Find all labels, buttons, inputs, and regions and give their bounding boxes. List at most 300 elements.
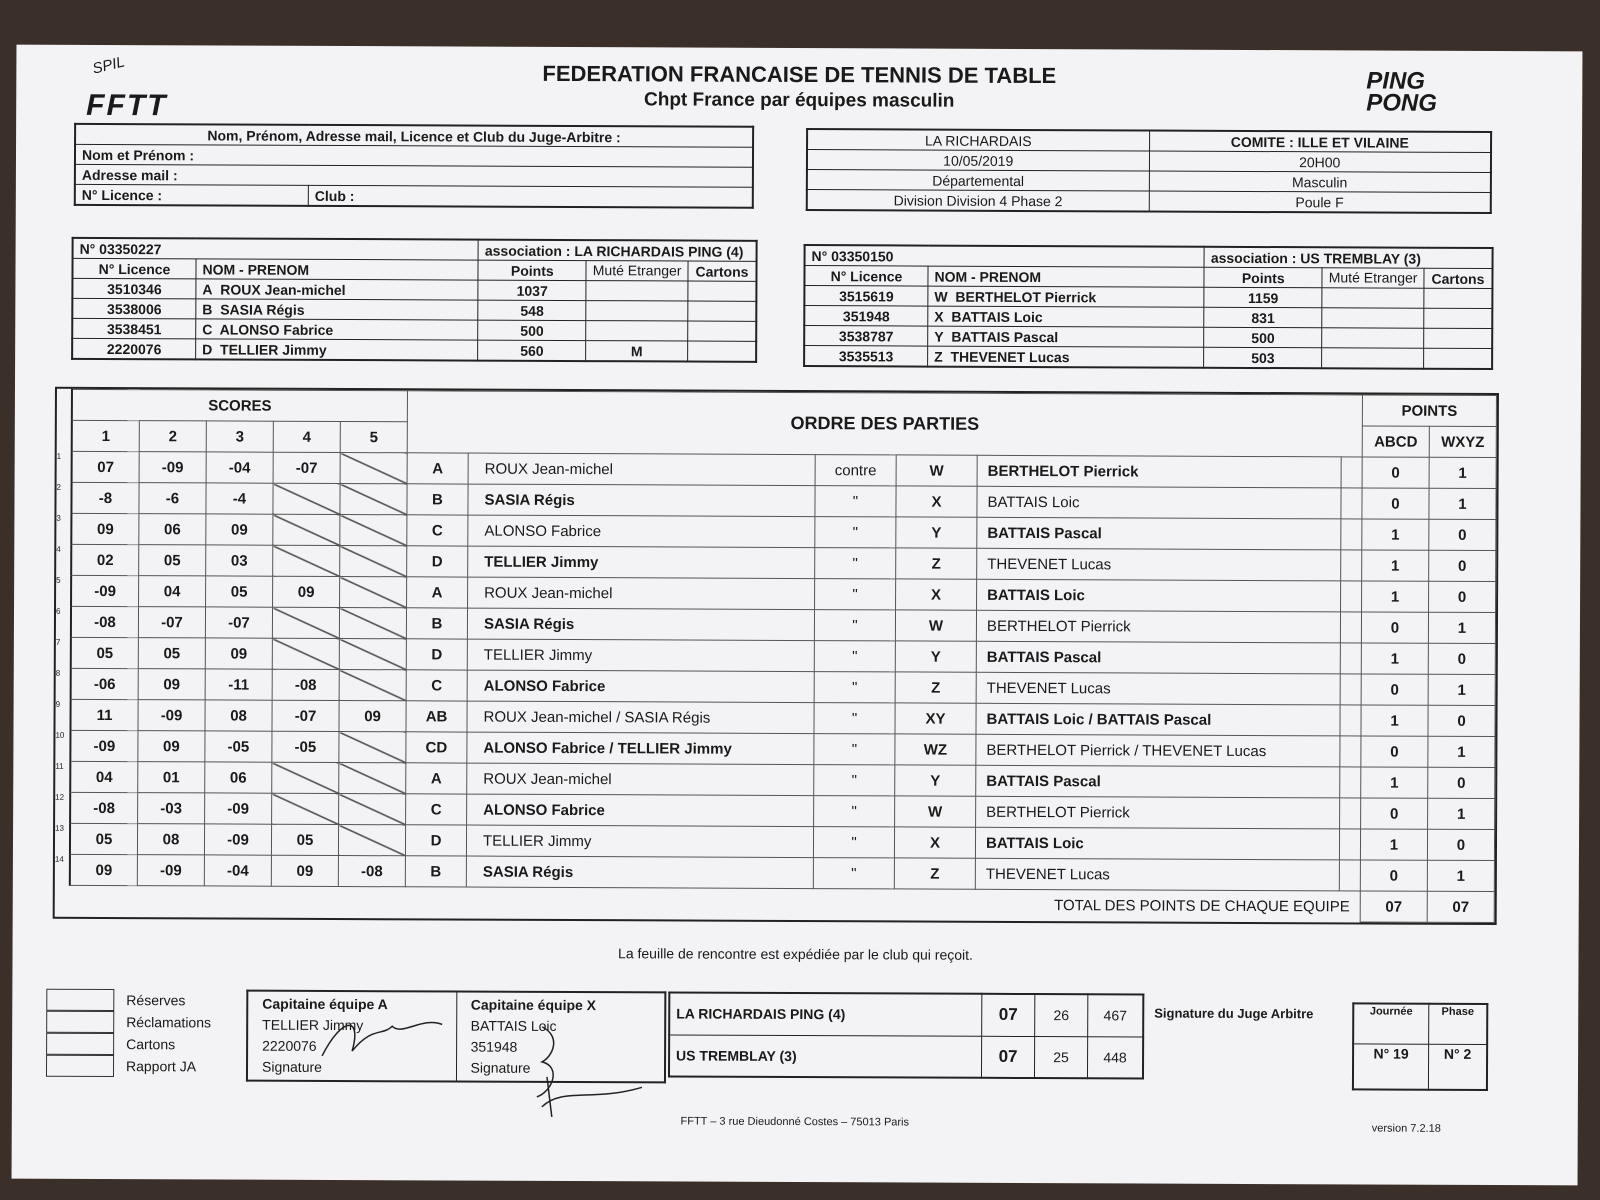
set-score: 09 — [206, 514, 273, 545]
team-a-number: N° 03350227 — [73, 238, 479, 260]
points-a: 0 — [1361, 612, 1428, 643]
check-box[interactable] — [46, 1011, 114, 1033]
match-number: 10 — [55, 730, 65, 740]
player-letter: W — [934, 288, 948, 305]
referee-licence-label: N° Licence : — [75, 184, 309, 206]
player-letter: A — [202, 280, 213, 297]
spacer — [1341, 581, 1362, 612]
players-x: BATTAIS Loic / BATTAIS Pascal — [976, 703, 1340, 736]
player-full-name: TELLIER Jimmy — [220, 340, 327, 358]
set-score: -08 — [338, 856, 405, 887]
player-full-name: BATTAIS Pascal — [951, 328, 1059, 345]
points-x: 1 — [1429, 457, 1496, 488]
players-a: ROUX Jean-michel / SASIA Régis — [467, 701, 814, 734]
set-score: -07 — [273, 452, 340, 483]
set-score: -09 — [204, 824, 271, 855]
points-a: 1 — [1361, 705, 1428, 736]
set-score — [339, 670, 406, 701]
set-score: 09 — [138, 731, 205, 762]
match-rows — [55, 451, 1496, 891]
set-score — [340, 515, 407, 546]
meeting-pool: Poule F — [1149, 191, 1491, 213]
spacer — [1340, 612, 1361, 643]
set-score — [338, 825, 405, 856]
players-a: ALONSO Fabrice / TELLIER Jimmy — [467, 732, 814, 765]
contre-mark: " — [815, 517, 896, 548]
set-header-2: 2 — [139, 421, 206, 452]
set-score — [273, 483, 340, 514]
player-name — [196, 279, 478, 300]
meeting-venue: LA RICHARDAIS — [807, 129, 1149, 151]
player-mute — [1322, 308, 1424, 328]
points-a: 1 — [1362, 550, 1429, 581]
player-cards — [1424, 308, 1493, 328]
meeting-committee: COMITE : ILLE ET VILAINE — [1149, 131, 1491, 153]
set-score: 09 — [70, 854, 138, 885]
letters-a: B — [405, 856, 466, 887]
letters-x: WZ — [895, 734, 976, 765]
set-score: 08 — [205, 700, 272, 731]
points-x: 1 — [1427, 860, 1494, 891]
check-label: Réserves — [126, 992, 186, 1009]
set-score — [272, 793, 339, 824]
set-score — [340, 577, 407, 608]
set-score — [340, 546, 407, 577]
player-licence: 3510346 — [72, 278, 196, 299]
letters-a: C — [407, 515, 468, 546]
set-score: -07 — [205, 607, 272, 638]
letters-a: A — [407, 453, 468, 484]
letters-x: W — [896, 455, 977, 486]
captain-x-label: Capitaine équipe X — [470, 996, 597, 1014]
set-score: -05 — [272, 731, 339, 762]
captain-a-signature-label: Signature — [261, 1058, 322, 1075]
spacer — [1341, 488, 1362, 519]
contre-mark: " — [815, 486, 896, 517]
check-label: Cartons — [126, 1036, 176, 1053]
results-box — [668, 991, 1144, 1079]
team-a-association: association : LA RICHARDAIS PING (4) — [478, 240, 756, 262]
player-points: 500 — [1204, 327, 1322, 348]
player-name — [196, 319, 478, 340]
set-score — [339, 732, 406, 763]
set-score: 06 — [139, 514, 206, 545]
result-a-score: 07 — [982, 994, 1035, 1036]
meeting-level: Départemental — [807, 170, 1149, 191]
federation-title: FEDERATION FRANCAISE DE TENNIS DE TABLE — [542, 60, 1057, 89]
letters-a: D — [406, 639, 467, 670]
set-score: -09 — [139, 452, 206, 483]
check-label: Réclamations — [126, 1014, 212, 1031]
player-mute — [1322, 288, 1424, 308]
spacer — [1339, 829, 1360, 860]
team-a-col-licence: N° Licence — [72, 258, 196, 279]
set-score: -07 — [138, 607, 205, 638]
players-x: THEVENET Lucas — [975, 858, 1339, 891]
team-x-association: association : US TREMBLAY (3) — [1204, 247, 1492, 269]
players-a: SASIA Régis — [467, 608, 814, 641]
match-number: 7 — [55, 637, 61, 647]
player-letter: Z — [934, 348, 943, 365]
team-a-col-points: Points — [478, 260, 586, 280]
set-score: 04 — [139, 576, 206, 607]
player-cards — [688, 281, 757, 301]
match-number: 6 — [55, 606, 61, 616]
set-score: -06 — [71, 668, 139, 699]
player-points: 831 — [1204, 307, 1322, 328]
player-letter: D — [202, 340, 213, 357]
set-score: -09 — [71, 575, 139, 606]
result-a-sets: 26 — [1035, 994, 1088, 1036]
version-label: version 7.2.18 — [1371, 1122, 1441, 1135]
check-box[interactable] — [46, 989, 114, 1011]
contre-mark: " — [813, 858, 894, 889]
points-x: 1 — [1428, 736, 1495, 767]
player-mute — [586, 301, 688, 321]
player-points: 500 — [478, 320, 586, 340]
points-x: 0 — [1429, 581, 1496, 612]
meeting-category: Masculin — [1149, 171, 1491, 192]
set-score: -08 — [272, 669, 339, 700]
handwritten-spil: SPIL — [90, 53, 127, 78]
points-x: 0 — [1428, 705, 1495, 736]
player-mute: M — [586, 341, 688, 362]
result-x-team: US TREMBLAY (3) — [669, 1034, 982, 1077]
set-score: 09 — [138, 669, 205, 700]
match-number: 3 — [56, 513, 61, 523]
player-points: 548 — [478, 300, 586, 320]
player-name — [196, 299, 478, 320]
player-name — [928, 306, 1204, 327]
team-x-player-row — [804, 346, 1492, 370]
set-score: -03 — [138, 793, 205, 824]
players-a: ROUX Jean-michel — [468, 453, 815, 486]
set-score: 05 — [271, 824, 338, 855]
letters-x: Z — [896, 548, 977, 579]
player-cards — [1424, 348, 1493, 369]
set-score: 11 — [70, 699, 138, 730]
player-name — [196, 339, 478, 361]
player-mute — [1322, 348, 1424, 369]
journee-label: Journée — [1353, 1003, 1429, 1043]
player-full-name: SASIA Régis — [220, 300, 305, 318]
set-score — [273, 545, 340, 576]
set-score: -04 — [206, 452, 273, 483]
spacer — [1341, 519, 1362, 550]
set-score: -09 — [138, 700, 205, 731]
set-score: -11 — [205, 669, 272, 700]
match-number: 9 — [55, 699, 61, 709]
set-score: 09 — [71, 513, 139, 544]
points-x: 0 — [1427, 829, 1494, 860]
check-reclamations[interactable] — [46, 1011, 211, 1034]
team-x-col-cards: Cartons — [1424, 268, 1493, 288]
player-cards — [688, 301, 757, 321]
player-cards — [1424, 328, 1493, 348]
points-a: 0 — [1360, 860, 1427, 891]
set-score: -07 — [272, 700, 339, 731]
referee-email-label: Adresse mail : — [75, 164, 753, 187]
pong-logo-line: PONG — [1366, 89, 1437, 117]
check-reserves[interactable] — [46, 989, 211, 1012]
set-score: 09 — [339, 701, 406, 732]
set-score — [340, 484, 407, 515]
player-licence: 2220076 — [72, 338, 196, 359]
letters-a: B — [406, 608, 467, 639]
players-a: ROUX Jean-michel — [468, 577, 815, 610]
team-x-col-name: NOM - PRENOM — [928, 266, 1204, 287]
player-mute — [586, 321, 688, 341]
contre-mark: " — [815, 579, 896, 610]
player-licence: 3538451 — [72, 318, 196, 339]
team-x-roster — [803, 244, 1494, 370]
players-x: BATTAIS Loic — [975, 827, 1339, 860]
scores-header: SCORES — [72, 389, 408, 421]
set-score — [272, 762, 339, 793]
captain-x-signature-label: Signature — [470, 1059, 531, 1076]
team-x-col-mute: Muté Etranger — [1322, 268, 1424, 288]
set-score — [339, 639, 406, 670]
notice-text: La feuille de rencontre est expédiée par le club qui reçoit. — [618, 945, 973, 963]
letters-x: XY — [895, 703, 976, 734]
letters-x: Y — [895, 765, 976, 796]
player-letter: C — [202, 320, 213, 337]
abcd-header: ABCD — [1362, 426, 1429, 457]
check-box[interactable] — [46, 1055, 114, 1077]
set-score: -09 — [70, 730, 138, 761]
contre-mark: contre — [815, 455, 896, 486]
check-cartons[interactable] — [46, 1033, 211, 1056]
player-full-name: BERTHELOT Pierrick — [955, 288, 1097, 305]
spacer — [1341, 457, 1362, 488]
total-x: 07 — [1427, 891, 1494, 922]
points-a: 1 — [1360, 829, 1427, 860]
players-a: TELLIER Jimmy — [467, 639, 814, 672]
check-rapport-ja[interactable] — [46, 1055, 211, 1078]
set-score: -09 — [137, 855, 204, 886]
player-letter: Y — [934, 328, 944, 345]
players-x: BERTHELOT Pierrick — [977, 455, 1341, 488]
set-score: 01 — [138, 762, 205, 793]
player-points: 503 — [1204, 347, 1322, 368]
points-x: 0 — [1429, 550, 1496, 581]
player-licence: 351948 — [804, 306, 928, 327]
check-box[interactable] — [46, 1033, 114, 1055]
wxyz-header: WXYZ — [1429, 426, 1496, 457]
set-score: -08 — [70, 792, 138, 823]
captain-a-name: TELLIER Jimmy — [262, 1016, 364, 1034]
total-a: 07 — [1360, 891, 1427, 922]
set-score: 09 — [273, 576, 340, 607]
set-score: 05 — [138, 638, 205, 669]
set-score: 05 — [139, 545, 206, 576]
meeting-info — [806, 128, 1492, 214]
set-score: 05 — [70, 823, 138, 854]
spacer — [1339, 860, 1360, 891]
players-x: THEVENET Lucas — [976, 672, 1340, 705]
match-number: 8 — [55, 668, 61, 678]
player-name — [928, 346, 1204, 368]
set-header-1: 1 — [72, 420, 140, 451]
check-label: Rapport JA — [125, 1058, 197, 1075]
team-x-col-licence: N° Licence — [804, 266, 928, 287]
player-mute — [1322, 328, 1424, 348]
journee-value: N° 19 — [1353, 1043, 1429, 1089]
set-header-4: 4 — [273, 421, 340, 452]
player-full-name: THEVENET Lucas — [950, 348, 1070, 365]
player-licence: 3515619 — [804, 286, 928, 307]
fftt-logo: FFTT — [86, 88, 168, 123]
day-phase-box — [1352, 1002, 1488, 1091]
players-a: TELLIER Jimmy — [466, 825, 813, 858]
letters-a: C — [406, 794, 467, 825]
contre-mark: " — [813, 827, 894, 858]
letters-x: Y — [895, 641, 976, 672]
set-score: -8 — [71, 482, 139, 513]
player-letter: B — [202, 300, 213, 317]
set-score — [273, 514, 340, 545]
referee-name-label: Nom et Prénom : — [75, 144, 753, 167]
spacer — [1340, 643, 1361, 674]
set-score — [272, 607, 339, 638]
phase-label: Phase — [1429, 1004, 1488, 1044]
letters-x: W — [895, 610, 976, 641]
set-score: 03 — [206, 545, 273, 576]
points-x: 1 — [1428, 612, 1495, 643]
points-a: 0 — [1361, 736, 1428, 767]
team-a-col-name: NOM - PRENOM — [196, 259, 478, 280]
contre-mark: " — [814, 610, 895, 641]
letters-x: X — [896, 579, 977, 610]
match-number: 5 — [56, 575, 61, 585]
letters-x: Z — [894, 858, 975, 889]
letters-x: X — [894, 827, 975, 858]
meeting-time: 20H00 — [1149, 151, 1491, 172]
score-sheet — [12, 45, 1583, 1186]
result-x-score: 07 — [981, 1036, 1034, 1078]
points-a: 1 — [1362, 581, 1429, 612]
set-score — [339, 763, 406, 794]
set-score — [272, 638, 339, 669]
letters-a: D — [407, 546, 468, 577]
letters-a: A — [406, 763, 467, 794]
set-score: -04 — [204, 855, 271, 886]
match-number: 12 — [55, 792, 65, 802]
letters-a: D — [405, 825, 466, 856]
players-a: ALONSO Fabrice — [467, 670, 814, 703]
matches-grid — [53, 387, 1499, 925]
set-score: -4 — [206, 483, 273, 514]
players-x: BATTAIS Loic — [977, 486, 1341, 519]
match-number: 11 — [55, 761, 64, 771]
players-x: BATTAIS Loic — [977, 579, 1341, 612]
letters-a: B — [407, 484, 468, 515]
points-a: 0 — [1361, 798, 1428, 829]
captain-a-licence: 2220076 — [262, 1037, 317, 1054]
players-a: ALONSO Fabrice — [467, 794, 814, 827]
player-letter: X — [934, 308, 944, 325]
points-a: 1 — [1361, 643, 1428, 674]
set-score: 08 — [137, 824, 204, 855]
contre-mark: " — [814, 703, 895, 734]
spacer — [1340, 736, 1361, 767]
players-a: SASIA Régis — [468, 484, 815, 517]
spacer — [1340, 798, 1361, 829]
contre-mark: " — [814, 796, 895, 827]
result-a-team: LA RICHARDAIS PING (4) — [669, 992, 982, 1035]
player-full-name: BATTAIS Loic — [951, 308, 1043, 325]
set-score: -6 — [139, 483, 206, 514]
federation-address: FFTT – 3 rue Dieudonné Costes – 75013 Paris — [680, 1115, 910, 1129]
contre-mark: " — [814, 765, 895, 796]
contre-mark: " — [815, 548, 896, 579]
phase-value: N° 2 — [1428, 1044, 1487, 1090]
contre-mark: " — [814, 641, 895, 672]
player-points: 560 — [478, 340, 586, 361]
set-score — [340, 453, 407, 484]
set-header-3: 3 — [206, 421, 273, 452]
letters-a: A — [407, 577, 468, 608]
captain-x-licence: 351948 — [470, 1038, 518, 1055]
spacer — [1340, 705, 1361, 736]
meeting-division: Division Division 4 Phase 2 — [807, 190, 1149, 212]
championship-subtitle: Chpt France par équipes masculin — [643, 89, 955, 112]
players-x: BATTAIS Pascal — [977, 517, 1341, 550]
points-header: POINTS — [1362, 395, 1496, 427]
players-x: BATTAIS Pascal — [976, 765, 1340, 798]
captain-a-signature — [312, 1006, 452, 1077]
set-header-5: 5 — [340, 422, 407, 453]
team-x-col-points: Points — [1204, 267, 1322, 288]
match-number: 13 — [55, 823, 64, 833]
letters-a: AB — [406, 701, 467, 732]
total-label: TOTAL DES POINTS DE CHAQUE EQUIPE — [70, 885, 1361, 922]
players-a: ROUX Jean-michel — [467, 763, 814, 796]
player-full-name: ROUX Jean-michel — [220, 280, 346, 298]
match-number: 14 — [54, 854, 64, 864]
players-x: THEVENET Lucas — [977, 548, 1341, 581]
spacer — [1340, 767, 1361, 798]
ping-logo-line: PING — [1366, 67, 1426, 95]
points-a: 1 — [1362, 519, 1429, 550]
players-x: BERTHELOT Pierrick / THEVENET Lucas — [976, 734, 1340, 767]
points-x: 0 — [1428, 643, 1495, 674]
spacer — [1341, 550, 1362, 581]
footer-checks — [46, 989, 211, 1078]
player-name — [928, 286, 1204, 307]
team-x-number: N° 03350150 — [805, 245, 1205, 267]
points-a: 0 — [1361, 674, 1428, 705]
players-a: ALONSO Fabrice — [468, 515, 815, 548]
match-number: 1 — [56, 451, 62, 461]
points-x: 0 — [1428, 767, 1495, 798]
matches-table — [55, 389, 1497, 923]
set-score: 07 — [72, 451, 140, 482]
player-licence: 3535513 — [804, 346, 928, 367]
letters-x: W — [895, 796, 976, 827]
meeting-date: 10/05/2019 — [807, 150, 1149, 171]
player-cards — [688, 341, 757, 362]
set-score: 09 — [205, 638, 272, 669]
points-x: 1 — [1429, 488, 1496, 519]
letters-x: X — [896, 486, 977, 517]
match-number: 4 — [56, 544, 61, 554]
result-x-points: 448 — [1087, 1036, 1143, 1078]
match-number: 2 — [56, 482, 62, 492]
set-score — [339, 608, 406, 639]
player-full-name: ALONSO Fabrice — [219, 320, 334, 338]
spacer — [1340, 674, 1361, 705]
